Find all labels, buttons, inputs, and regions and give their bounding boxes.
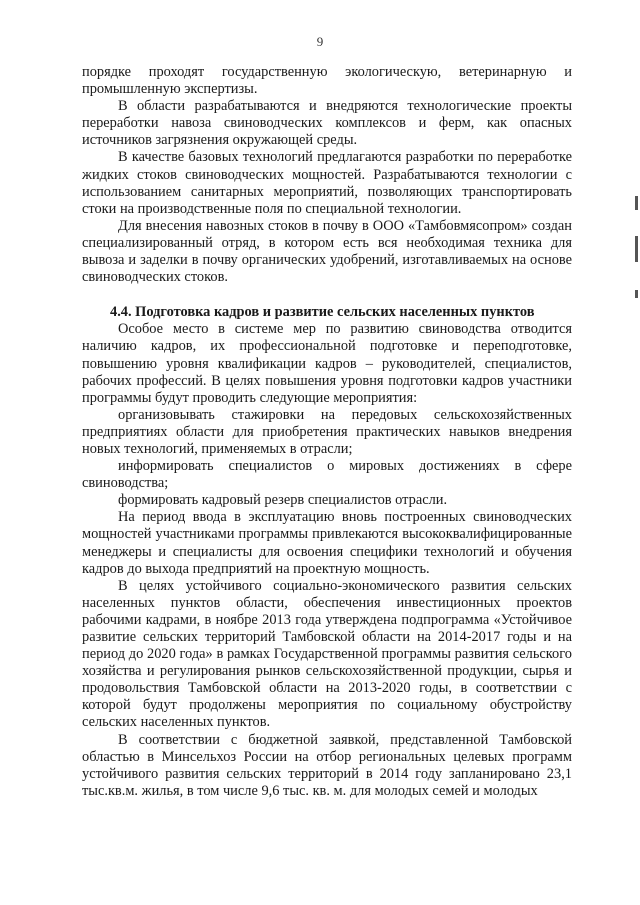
section-heading: 4.4. Подготовка кадров и развитие сельских населенных пунктов [110, 304, 535, 321]
page-number: 9 [316, 34, 324, 49]
document-body [82, 64, 572, 800]
paragraph-rural-development: В целях устойчивого социально-экономического развития сельских населенных пунктов области, обеспечения инвестиционных проектов рабочими кадрами, в ноябре 2013 года утверждена подпрограмма «Устойчивое развитие сельских территорий Тамбовской области на 2014-2017 годы и на период до 2020 года» в рамках Государственной программы развития сельского хозяйства и регулирования рынков сельскохозяйственной продукции, сырья и продовольствия Тамбовской области на 2013-2020 годы, в соответствии с которой будут продолжены мероприятия по социальному обустройству сельских населенных пунктов. [82, 577, 572, 731]
scan-edge-mark [635, 236, 638, 262]
paragraph-commissioning: На период ввода в эксплуатацию вновь построенных свиноводческих мощностей участниками программы привлекаются высококвалифицированные менеджеры и специалисты для освоения специфики технологий и обучения кадров до выхода предприятий на проектную мощность. [82, 509, 572, 577]
section-spacer [82, 286, 572, 304]
list-item-internships: организовывать стажировки на передовых сельскохозяйственных предприятиях области для приобретения практических навыков внедрения новых технологий, применяемых в отрасли; [82, 406, 572, 457]
paragraph-continuation: порядке проходят государственную экологическую, ветеринарную и промышленную экспертизы. [82, 64, 572, 98]
paragraph-specialized-unit: Для внесения навозных стоков в почву в ООО «Тамбовмясопром» создан специализированный отряд, в котором есть вся необходимая техника для вывоза и заделки в почву органических удобрений, изготавливаемых на основе свиноводческих стоков. [82, 217, 572, 286]
paragraph-processing-projects: В области разрабатываются и внедряются технологические проекты переработки навоза свиноводческих комплексов и ферм, как опасных источников загрязнения окружающей среды. [82, 98, 572, 149]
list-item-personnel-reserve: формировать кадровый резерв специалистов отрасли. [118, 492, 448, 509]
scan-edge-mark [635, 196, 638, 210]
paragraph-base-technologies: В качестве базовых технологий предлагаются разработки по переработке жидких стоков свиноводческих мощностей. Разрабатываются технологии с использованием санитарных мероприятий, позволяющих транспортировать стоки на производственные поля по специальной технологии. [82, 149, 572, 217]
scan-edge-mark [635, 290, 638, 298]
paragraph-budget-application: В соответствии с бюджетной заявкой, представленной Тамбовской областью в Минсельхоз России на отбор региональных целевых программ устойчивого развития сельских территорий в 2014 году запланировано 23,1 тыс.кв.м. жилья, в том числе 9,6 тыс. кв. м. для молодых семей и молодых [82, 731, 572, 799]
list-item-inform-specialists: информировать специалистов о мировых достижениях в сфере свиноводства; [82, 458, 572, 492]
paragraph-personnel-intro: Особое место в системе мер по развитию свиноводства отводится наличию кадров, их профессиональной подготовке и переподготовке, повышению уровня квалификации кадров – руководителей, специалистов, рабочих профессий. В целях повышения уровня подготовки кадров участники программы будут проводить следующие мероприятия: [82, 321, 572, 406]
